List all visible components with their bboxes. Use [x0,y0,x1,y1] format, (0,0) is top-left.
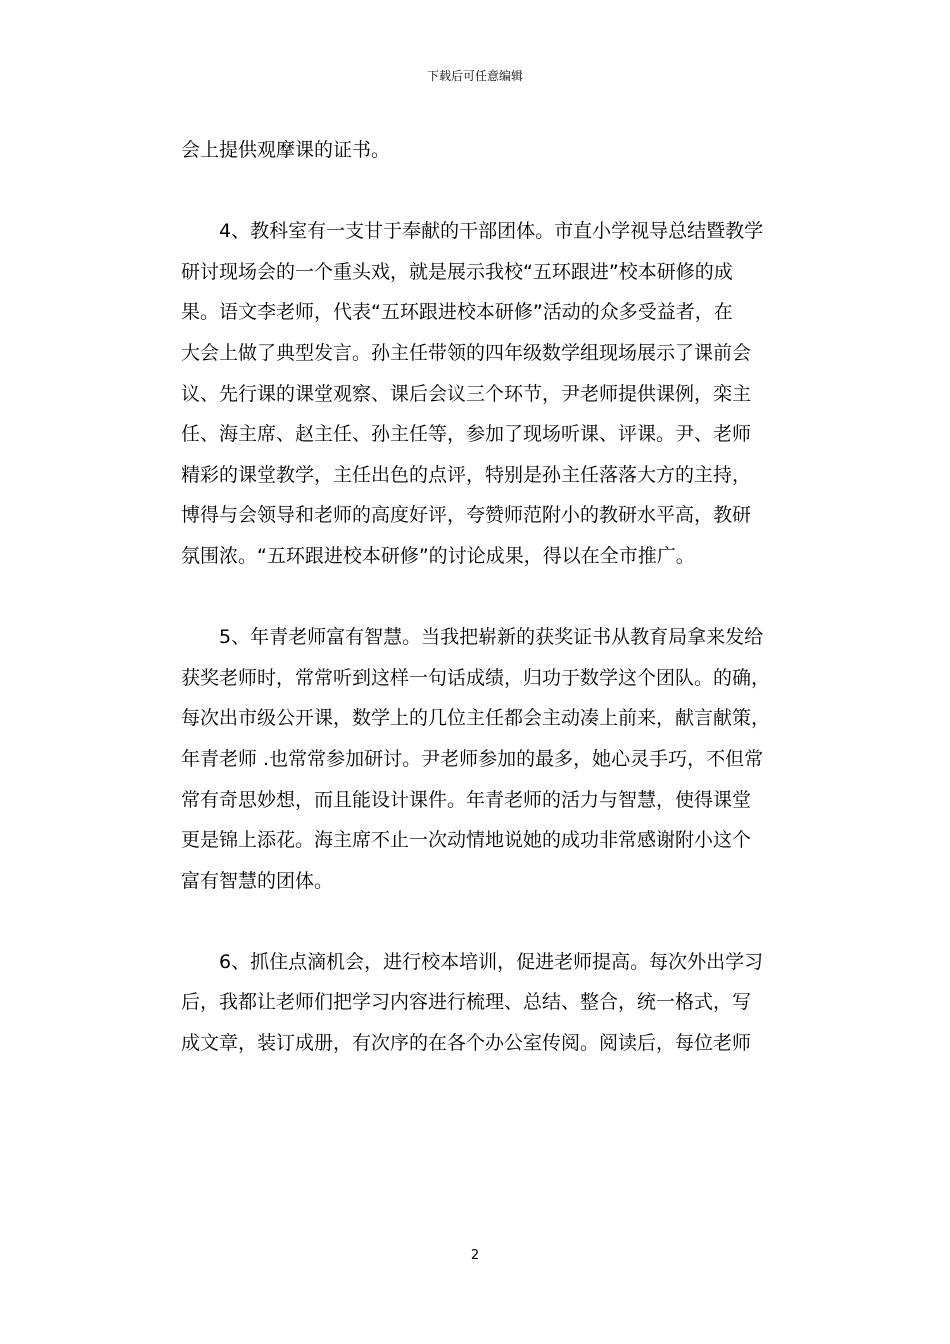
text-line: 议、先行课的课堂观察、课后会议三个环节，尹老师提供课例，栾主 [181,382,752,405]
paragraph [181,211,771,576]
paragraph [181,617,771,901]
text-line: 会上提供观摩课的证书。 [181,139,391,161]
page-number: 2 [470,1248,480,1263]
text-line: 成文章，装订成册，有次序的在各个办公室传阅。阅读后，每位老师 [181,1032,752,1055]
page-header: 下载后可任意编辑 [426,69,523,83]
text-line: 获奖老师时，常常听到这样一句话成绩，归功于数学这个团队。的确， [181,666,771,689]
paragraph-gap [181,171,771,212]
text-line: 更是锦上添花。海主席不止一次动情地说她的成功非常感谢附小这个 [181,829,752,852]
paragraph-gap [181,901,771,942]
paragraph [181,942,771,1064]
text-line: 富有智慧的团体。 [181,869,334,892]
text-line: 4、教科室有一支甘于奉献的干部团体。市直小学视导总结暨教学 [219,220,764,243]
text-line: 后，我都让老师们把学习内容进行梳理、总结、整合，统一格式，写 [181,991,752,1014]
paragraph [181,130,771,171]
text-line: 大会上做了典型发言。孙主任带领的四年级数学组现场展示了课前会 [181,341,752,364]
text-line: 任、海主席、赵主任、孙主任等，参加了现场听课、评课。尹、老师 [181,423,752,446]
text-line: 博得与会领导和老师的高度好评，夸赞师范附小的教研水平高，教研 [181,504,752,527]
paragraph-gap [181,577,771,618]
text-line: 研讨现场会的一个重头戏，就是展示我校“五环跟进”校本研修的成 [181,260,733,283]
text-line: 氛围浓。“五环跟进校本研修”的讨论成果，得以在全市推广。 [181,544,695,567]
text-line: 常有奇思妙想，而且能设计课件。年青老师的活力与智慧，使得课堂 [181,788,752,811]
text-line: 年青老师 .也常常参加研讨。尹老师参加的最多，她心灵手巧，不但常 [181,747,764,770]
text-line: 6、抓住点滴机会，进行校本培训，促进老师提高。每次外出学习 [219,950,764,973]
document-body [181,130,771,1064]
text-line: 果。语文李老师，代表“五环跟进校本研修”活动的众多受益者，在 [181,301,733,324]
text-line: 5、年青老师富有智慧。当我把崭新的获奖证书从教育局拿来发给 [219,626,764,649]
text-line: 精彩的课堂教学，主任出色的点评，特别是孙主任落落大方的主持， [181,463,752,486]
text-line: 每次出市级公开课，数学上的几位主任都会主动凑上前来，献言献策， [181,707,771,730]
